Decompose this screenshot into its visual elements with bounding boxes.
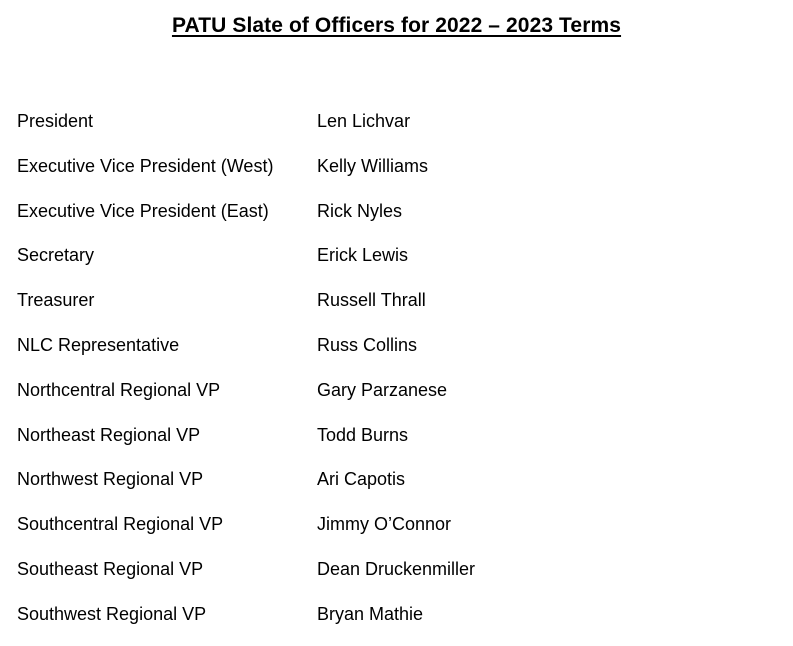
- officer-name: Len Lichvar: [317, 111, 411, 131]
- officer-name: Rick Nyles: [317, 200, 403, 221]
- office-label: Executive Vice President (East): [17, 200, 269, 221]
- officer-row: [17, 108, 717, 153]
- officer-name: Gary Parzanese: [317, 379, 448, 400]
- office-label: Northwest Regional VP: [17, 469, 204, 490]
- officer-name: Todd Burns: [317, 424, 409, 445]
- office-label: Southwest Regional VP: [17, 603, 207, 624]
- document-title: PATU Slate of Officers for 2022 – 2023 Terms: [171, 14, 622, 37]
- officer-name: Erick Lewis: [317, 245, 409, 266]
- office-label: Secretary: [17, 245, 95, 266]
- officer-row: [17, 377, 717, 422]
- officer-name: Ari Capotis: [317, 469, 406, 490]
- office-label: Southcentral Regional VP: [17, 514, 224, 535]
- officer-name: Kelly Williams: [317, 155, 429, 176]
- officer-name: Russ Collins: [317, 334, 418, 355]
- office-label: Treasurer: [17, 290, 95, 311]
- officer-row: [17, 198, 717, 243]
- office-label: Executive Vice President (West): [17, 155, 274, 176]
- officer-row: [17, 556, 717, 601]
- officer-row: [17, 511, 717, 556]
- officer-row: [17, 332, 717, 377]
- office-label: Northcentral Regional VP: [17, 379, 221, 400]
- officer-list: [17, 108, 717, 646]
- office-label: NLC Representative: [17, 334, 180, 355]
- officer-row: [17, 153, 717, 198]
- officer-name: Jimmy O’Connor: [317, 514, 452, 535]
- officer-name: Russell Thrall: [317, 290, 426, 311]
- office-label: Northeast Regional VP: [17, 424, 201, 445]
- office-label: Southeast Regional VP: [17, 558, 204, 579]
- officer-row: [17, 466, 717, 511]
- officer-row: [17, 242, 717, 287]
- officer-row: [17, 601, 717, 646]
- office-label: President: [17, 111, 94, 131]
- officer-row: [17, 287, 717, 332]
- officer-row: [17, 422, 717, 467]
- officer-name: Bryan Mathie: [317, 603, 424, 624]
- officer-name: Dean Druckenmiller: [317, 558, 476, 579]
